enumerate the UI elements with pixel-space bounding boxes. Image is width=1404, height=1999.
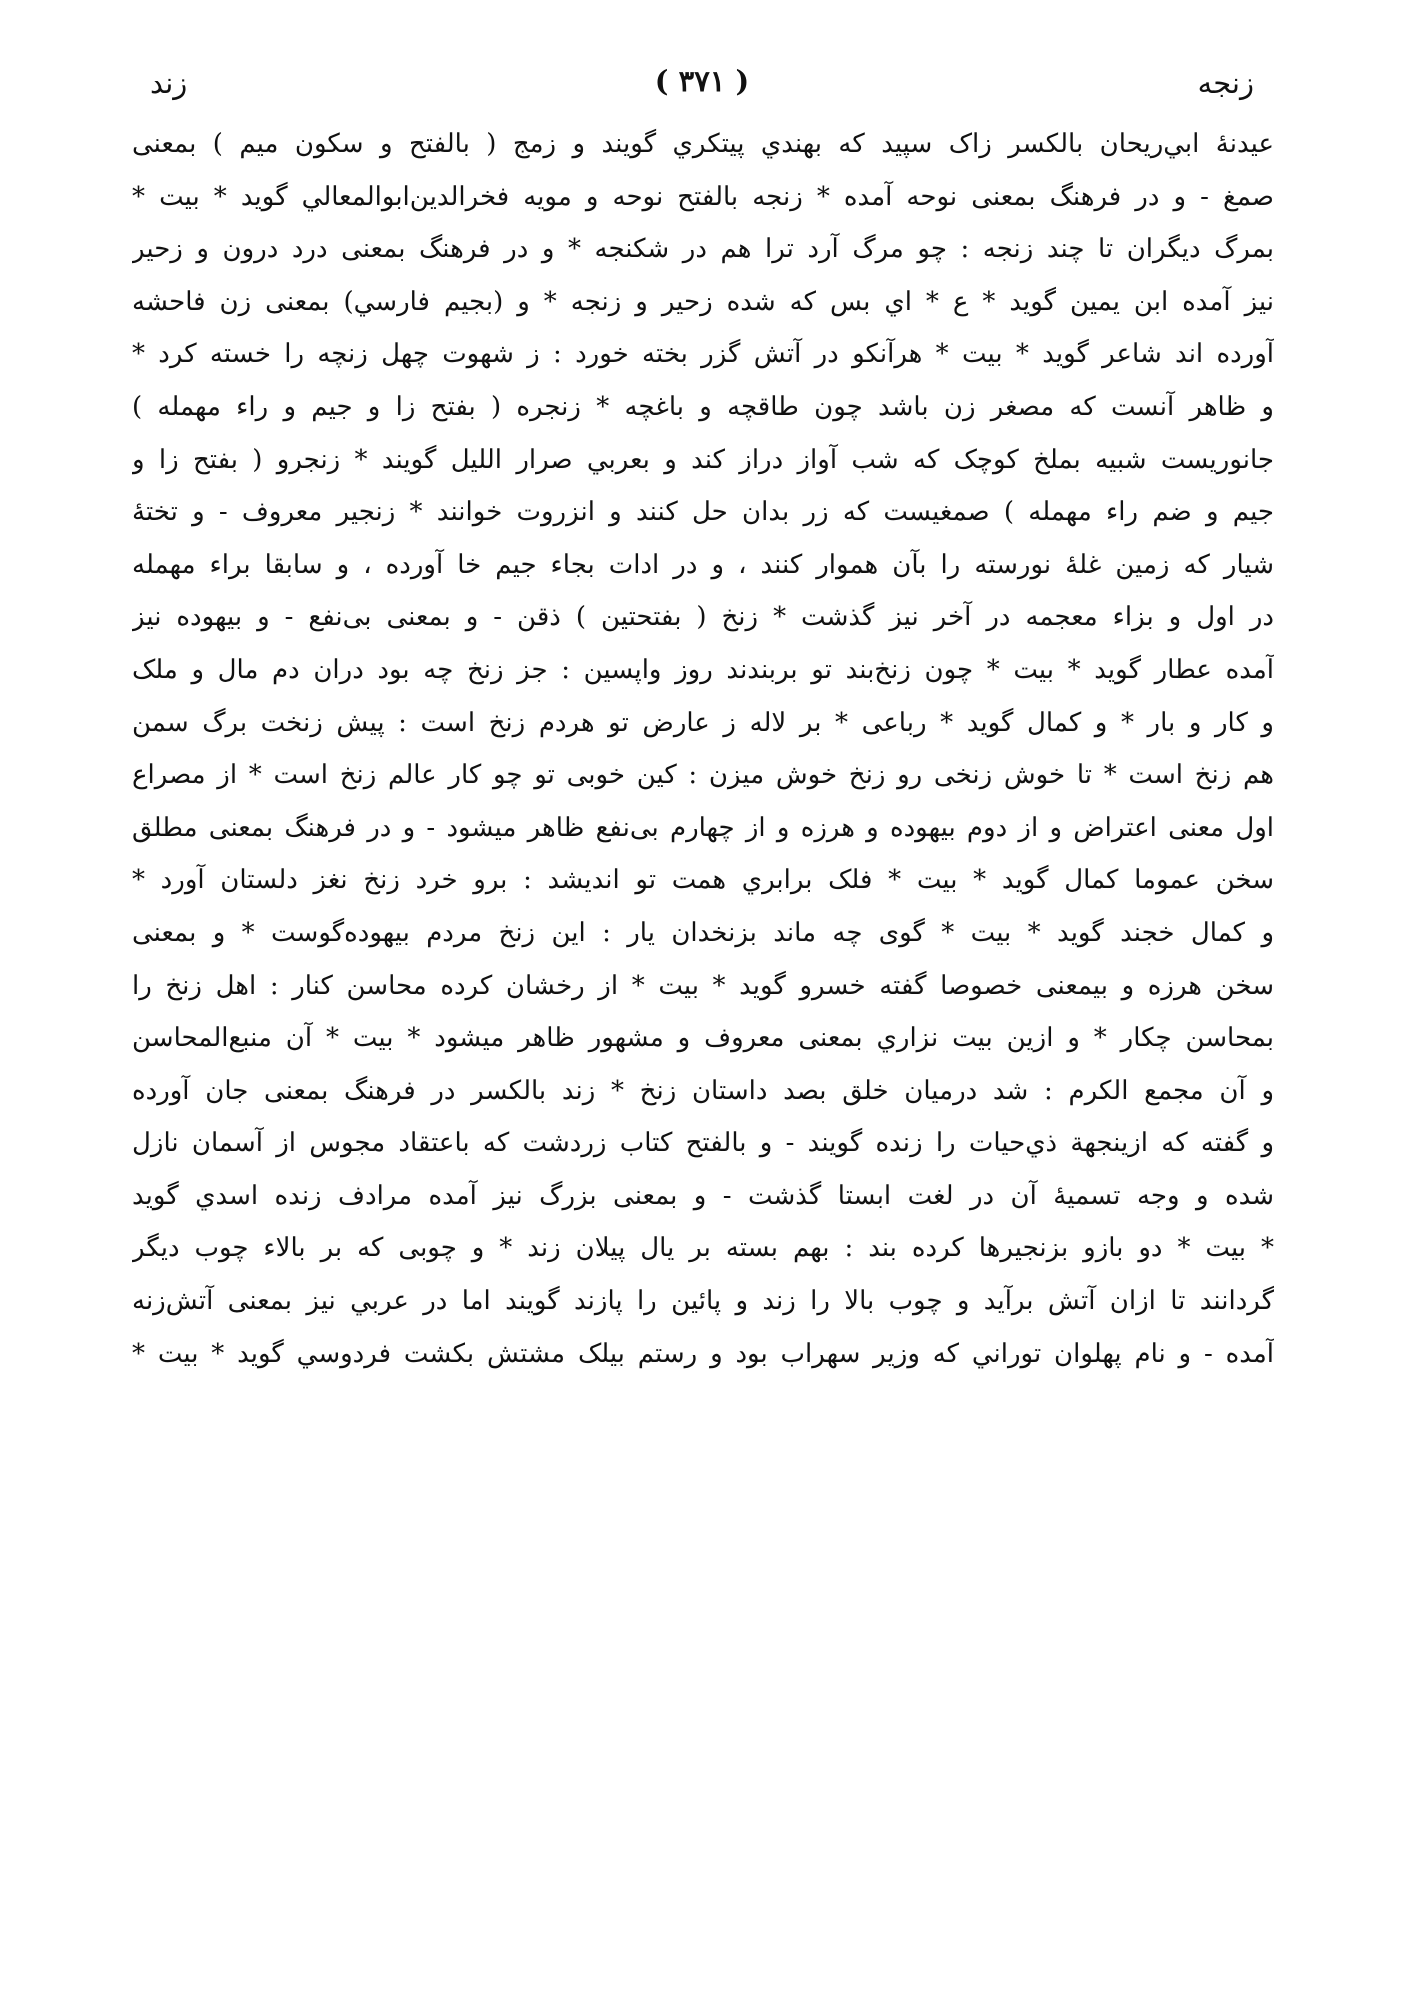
text-line: آورده اند شاعر گوید * بیت * هرآنکو در آتش گزر بخته خورد : ز شهوت چهل زنچه را خسته کرد *	[132, 339, 1274, 370]
running-head-first-entry: زنجه	[1197, 66, 1254, 100]
text-line: و گفته که ازینجهة ذي‌حیات را زنده گویند - و بالفتح کتاب زردشت که باعتقاد مجوس از آسمان نازل	[132, 1128, 1274, 1159]
text-line: آمده عطار گوید * بیت * چون زنخ‌بند تو بربندند روز واپسین : جز زنخ چه بود دران دم مال و ملک	[132, 654, 1274, 685]
text-line: صمغ - و در فرهنگ بمعنی نوحه آمده * زنجه بالفتح نوحه و مویه فخرالدین‌ابوالمعالي گوید * بیت *	[132, 181, 1274, 212]
entry-text-block	[132, 118, 1274, 1380]
text-line: و کار و بار * و کمال گوید * رباعی * بر لاله ز عارض تو هردم زنخ است : پیش زنخت برگ سمن	[132, 707, 1274, 738]
text-line: سخن عموما کمال گوید * بیت * فلک برابري همت تو اندیشد : برو خرد زنخ نغز دلستان آورد *	[132, 865, 1274, 896]
text-line: جیم و ضم راء مهمله ) صمغیست که زر بدان حل کنند و انزروت خوانند * زنجیر معروف - و تختهٔ	[132, 497, 1274, 528]
text-line: سخن هرزه و بیمعنی خصوصا گفته خسرو گوید * بیت * از رخشان کرده محاسن کنار : اهل زنخ را	[132, 970, 1274, 1001]
text-line: هم زنخ است * تا خوش زنخی رو زنخ خوش میزن : کین خوبی تو چو کار عالم زنخ است * از مصراع	[132, 760, 1274, 791]
page-header	[140, 60, 1264, 116]
text-line: بمرگ دیگران تا چند زنجه : چو مرگ آرد ترا هم در شکنجه * و در فرهنگ بمعنی درد درون و زحیر	[132, 234, 1274, 265]
text-line: جانوریست شبیه بملخ کوچک که شب آواز دراز کند و بعربي صرار اللیل گویند * زنجرو ( بفتح زا و	[132, 444, 1274, 475]
text-line: * بیت * دو بازو بزنجیرها کرده بند : بهم بسته بر یال پیلان زند * و چوبی که بر بالاء چوب دیگر	[132, 1233, 1274, 1264]
text-line: و آن مجمع الکرم : شد درمیان خلق بصد داستان زنخ * زند بالکسر در فرهنگ بمعنی جان آورده	[132, 1075, 1274, 1106]
text-line: اول معنی اعتراض و از دوم بیهوده و هرزه و از چهارم بی‌نفع ظاهر میشود - و در فرهنگ بمعنی مطلق	[132, 812, 1274, 843]
text-line: نیز آمده ابن یمین گوید * ع * اي بس که شده زحیر و زنجه * و (بجیم فارسي) بمعنی زن فاحشه	[132, 286, 1274, 317]
text-line: و ظاهر آنست که مصغر زن باشد چون طاقچه و باغچه * زنجره ( بفتح زا و جیم و راء مهمله )	[132, 391, 1274, 422]
text-line: شیار که زمین غلهٔ نورسته را بآن هموار کنند ، و در ادات بجاء جیم خا آورده ، و سابقا براء مهمله	[132, 549, 1274, 580]
text-line: گردانند تا ازان آتش برآید و چوب بالا را زند و پائین را پازند گویند اما در عربي نیز بمعنی آتش‌زنه	[132, 1286, 1274, 1317]
running-head-last-entry: زند	[150, 66, 188, 100]
text-line: بمحاسن چکار * و ازین بیت نزاري بمعنی معروف و مشهور ظاهر میشود * بیت * آن منبع‌المحاسن	[132, 1023, 1274, 1054]
text-line: شده و وجه تسمیهٔ آن در لغت ابستا گذشت - و بمعنی بزرگ نیز آمده مرادف زنده اسدي گوید	[132, 1180, 1274, 1211]
text-line: در اول و بزاء معجمه در آخر نیز گذشت * زنخ ( بفتحتین ) ذقن - و بمعنی بی‌نفع - و بیهوده نیز	[132, 602, 1274, 633]
text-line: عیدنهٔ ابي‌ریحان بالکسر زاک سپید که بهندي پیتکري گویند و زمج ( بالفتح و سکون میم ) بمعنی	[132, 129, 1274, 159]
text-line: آمده - و نام پهلوان توراني که وزیر سهراب بود و رستم بیلک مشتش بکشت فردوسي گوید * بیت *	[132, 1338, 1274, 1369]
text-line: و کمال خجند گوید * بیت * گوی چه ماند بزنخدان یار : این زنخ مردم بیهوده‌گوست * و بمعنی	[132, 917, 1274, 948]
page-number: ( ۳۷۱ )	[654, 64, 750, 98]
